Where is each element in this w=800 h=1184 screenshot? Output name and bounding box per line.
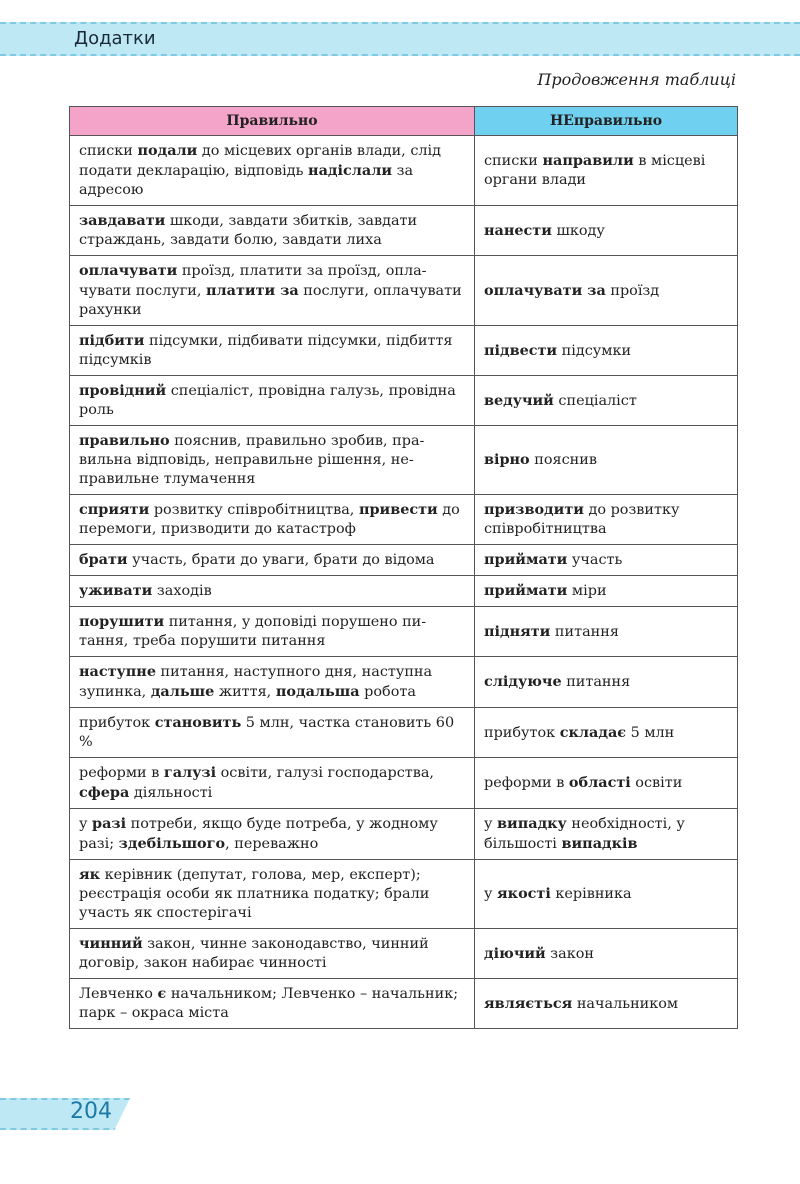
text-fragment: 5 млн, частка становить 60 % — [79, 715, 455, 750]
correct-usage-cell — [70, 860, 475, 929]
incorrect-usage-cell — [475, 809, 738, 860]
highlighted-word: слідуюче — [484, 673, 562, 690]
incorrect-usage-cell — [475, 607, 738, 657]
text-fragment: у — [79, 816, 93, 832]
highlighted-word: підбити — [79, 332, 145, 349]
correct-usage-cell — [70, 326, 475, 376]
highlighted-word: випадку — [497, 815, 567, 832]
highlighted-word: оплачувати за — [484, 281, 606, 299]
highlighted-word: сфера — [79, 784, 130, 801]
text-fragment: питання, у доповіді порушено питання, треба порушити питання — [79, 614, 427, 649]
highlighted-word: приймати — [484, 582, 568, 599]
table-row — [70, 607, 738, 657]
text-fragment: закон, чинне законодавство, чинний договір, закон набирає чинності — [79, 936, 429, 971]
correct-usage-cell — [70, 206, 475, 256]
table-header-row — [70, 107, 738, 136]
highlighted-word: приймати — [484, 551, 568, 568]
highlighted-word: сприяти — [79, 501, 150, 518]
text-fragment: життя, — [214, 684, 276, 700]
text-fragment: до місцевих органів влади, слід подати декларацію, відповідь — [79, 143, 441, 179]
highlighted-word: брати — [79, 551, 128, 568]
highlighted-word: подали — [137, 142, 198, 159]
text-fragment: освіти, галузі господарства, — [216, 765, 434, 781]
table-row — [70, 545, 738, 576]
correct-usage-cell — [70, 136, 475, 206]
incorrect-usage-cell — [475, 376, 738, 426]
highlighted-word: як — [79, 866, 101, 883]
highlighted-word: уживати — [79, 582, 153, 599]
incorrect-usage-cell — [475, 979, 738, 1029]
incorrect-usage-cell — [475, 758, 738, 809]
incorrect-usage-cell — [475, 545, 738, 576]
text-fragment: спеціаліст — [553, 392, 637, 409]
text-fragment: пояснив — [529, 452, 597, 468]
incorrect-usage-cell — [475, 576, 738, 607]
text-fragment: керівник (депутат, голова, мер, експерт); реєстрація особи як платника податку; брали участь як спостерігачі — [79, 867, 430, 921]
table-row — [70, 326, 738, 376]
table-row — [70, 708, 738, 758]
section-header-band — [0, 22, 800, 56]
highlighted-word: випадків — [561, 835, 638, 852]
text-fragment: реформи в — [484, 775, 569, 791]
text-fragment: прибуток — [79, 715, 155, 731]
text-fragment: проїзд — [605, 282, 660, 299]
highlighted-word: вірно — [484, 451, 530, 468]
correct-usage-cell — [70, 708, 475, 758]
highlighted-word: галузі — [163, 764, 217, 781]
incorrect-usage-cell — [475, 256, 738, 326]
text-fragment: розвитку співробітництва, — [149, 502, 359, 518]
text-fragment: прибуток — [484, 724, 560, 741]
incorrect-column-header: НЕправильно — [475, 107, 738, 136]
text-fragment: послуги, оплачувати рахунки — [79, 283, 462, 318]
highlighted-word: нанести — [484, 221, 552, 239]
highlighted-word: подальша — [275, 683, 360, 700]
text-fragment: спеціаліст, провідна галузь, провідна роль — [79, 383, 456, 418]
table-body — [70, 136, 738, 1029]
correct-usage-cell — [70, 545, 475, 576]
incorrect-usage-cell — [475, 426, 738, 495]
table-row — [70, 426, 738, 495]
text-fragment: діяльності — [129, 785, 213, 801]
highlighted-word: разі — [92, 815, 127, 832]
text-fragment: у — [484, 816, 498, 832]
text-fragment: до розвитку співробітництва — [484, 502, 680, 537]
highlighted-word: призводити — [484, 501, 584, 518]
highlighted-word: оплачувати — [79, 262, 178, 279]
highlighted-word: порушити — [79, 613, 165, 630]
text-fragment: керівника — [550, 886, 632, 902]
text-fragment: у — [484, 886, 498, 902]
text-fragment: списки — [484, 153, 543, 169]
correct-usage-cell — [70, 607, 475, 657]
highlighted-word: дальше — [150, 683, 215, 700]
highlighted-word: завдавати — [79, 212, 166, 229]
table-row — [70, 495, 738, 545]
highlighted-word: наступне — [79, 663, 156, 680]
text-fragment: реформи в — [79, 765, 164, 781]
correct-column-header: Правильно — [70, 107, 475, 136]
text-fragment: участь — [567, 552, 623, 568]
table-row — [70, 758, 738, 809]
text-fragment: питання — [561, 674, 631, 690]
table-row — [70, 657, 738, 708]
text-fragment: освіти — [630, 775, 683, 791]
highlighted-word: надіслали — [308, 162, 393, 179]
text-fragment: до перемоги, призводити до катастроф — [79, 502, 460, 537]
highlighted-word: становить — [154, 714, 242, 731]
text-fragment: начальником; Левченко – начальник; парк – окраса міста — [79, 986, 459, 1021]
highlighted-word: є — [157, 985, 167, 1002]
highlighted-word: складає — [559, 723, 627, 741]
highlighted-word: діючий — [484, 944, 546, 962]
table-row — [70, 206, 738, 256]
table-row — [70, 576, 738, 607]
incorrect-usage-cell — [475, 495, 738, 545]
table-row — [70, 809, 738, 860]
incorrect-usage-cell — [475, 929, 738, 979]
highlighted-word: чинний — [79, 935, 143, 952]
correct-usage-cell — [70, 256, 475, 326]
incorrect-usage-cell — [475, 860, 738, 929]
table-row — [70, 860, 738, 929]
highlighted-word: правильно — [79, 432, 170, 449]
text-fragment: підсумки, підбивати підсумки, підбиття підсумків — [79, 333, 453, 368]
correct-usage-cell — [70, 576, 475, 607]
highlighted-word: направили — [542, 152, 634, 169]
table-continuation-label: Продовження таблиці — [537, 70, 736, 89]
highlighted-word: здебільшого — [118, 835, 226, 852]
highlighted-word: якості — [497, 885, 551, 902]
incorrect-usage-cell — [475, 206, 738, 256]
highlighted-word: підвести — [484, 341, 558, 359]
incorrect-usage-cell — [475, 136, 738, 206]
correct-usage-cell — [70, 929, 475, 979]
table-row — [70, 376, 738, 426]
correct-usage-cell — [70, 376, 475, 426]
correct-usage-cell — [70, 495, 475, 545]
text-fragment: списки — [79, 143, 138, 159]
section-title: Додатки — [74, 28, 156, 49]
highlighted-word: платити за — [206, 282, 299, 299]
usage-table — [69, 106, 738, 1029]
table-row — [70, 979, 738, 1029]
correct-usage-cell — [70, 979, 475, 1029]
correct-usage-cell — [70, 426, 475, 495]
text-fragment: , переважно — [225, 836, 319, 852]
text-fragment: проїзд, платити за проїзд, оплачувати послуги, — [79, 263, 427, 299]
text-fragment: потреби, якщо буде потреба, у жодному разі; — [79, 816, 438, 852]
text-fragment: міри — [567, 583, 607, 599]
incorrect-usage-cell — [475, 326, 738, 376]
text-fragment: необхідності, у більшості — [484, 816, 685, 852]
highlighted-word: привести — [358, 501, 438, 518]
text-fragment: в місцеві органи влади — [484, 153, 706, 188]
incorrect-usage-cell — [475, 708, 738, 758]
highlighted-word: ведучий — [484, 391, 554, 409]
text-fragment: робота — [359, 684, 416, 700]
table-row — [70, 929, 738, 979]
text-fragment: закон — [545, 945, 594, 962]
text-fragment: питання — [550, 623, 619, 640]
text-fragment: участь, брати до уваги, брати до відома — [127, 552, 435, 568]
correct-usage-cell — [70, 758, 475, 809]
text-fragment: за адресою — [79, 163, 414, 198]
correct-usage-cell — [70, 809, 475, 860]
highlighted-word: підняти — [484, 622, 551, 640]
text-fragment: пояснив, правильно зробив, правильна відповідь, неправильне рішення, неправильне тлумачення — [79, 433, 425, 487]
text-fragment: 5 млн — [626, 724, 675, 741]
text-fragment: шкоду — [551, 222, 605, 239]
highlighted-word: області — [568, 774, 631, 791]
text-fragment: начальником — [572, 995, 679, 1012]
text-fragment: шкоди, завдати збитків, завдати страждань, завдати болю, завдати лиха — [79, 213, 418, 248]
text-fragment: заходів — [152, 583, 212, 599]
table-row — [70, 256, 738, 326]
correct-usage-cell — [70, 657, 475, 708]
highlighted-word: являється — [484, 994, 573, 1012]
text-fragment: підсумки — [557, 342, 632, 359]
page-number: 204 — [70, 1099, 112, 1124]
highlighted-word: провідний — [79, 382, 167, 399]
incorrect-usage-cell — [475, 657, 738, 708]
text-fragment: питання, наступного дня, наступна зупинка, — [79, 664, 433, 700]
text-fragment: Левченко — [79, 986, 158, 1002]
table-row — [70, 136, 738, 206]
